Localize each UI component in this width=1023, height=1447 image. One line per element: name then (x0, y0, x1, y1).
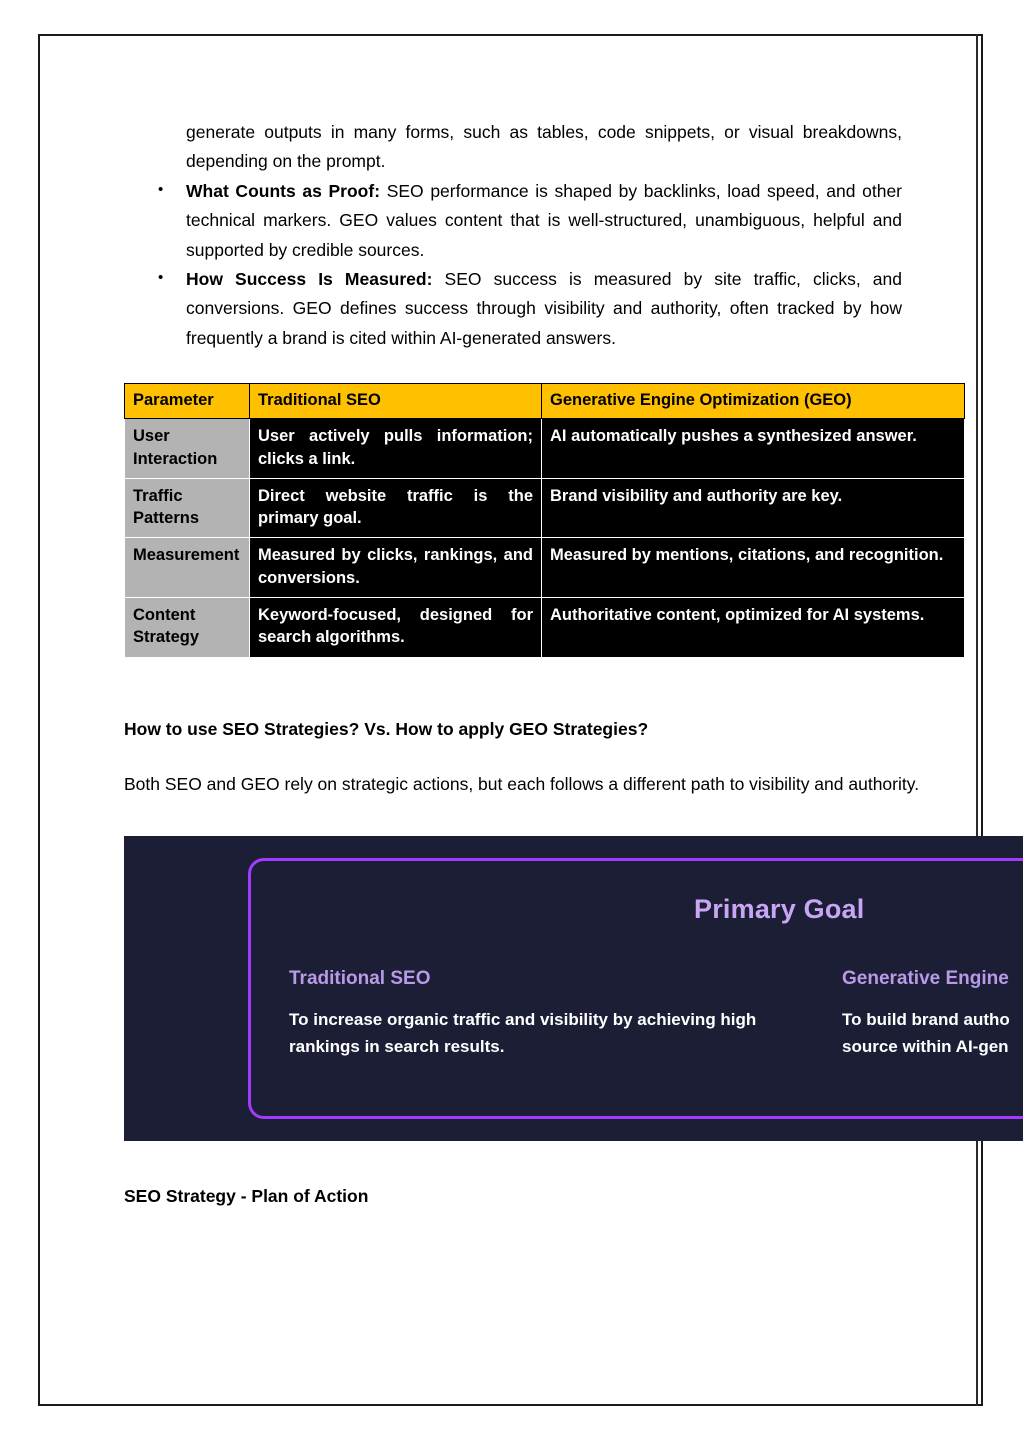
table-cell-geo: Measured by mentions, citations, and recognition. (542, 538, 965, 598)
page-content (124, 118, 1010, 1207)
table-cell-geo: Authoritative content, optimized for AI systems. (542, 597, 965, 657)
table-header-geo: Generative Engine Optimization (GEO) (542, 384, 965, 419)
figure-column-heading: Generative Engine (842, 967, 1009, 989)
table-header-row (125, 384, 965, 419)
bullet-list (124, 177, 964, 353)
table-cell-seo: User actively pulls information; clicks a link. (250, 419, 542, 479)
table-cell-seo: Keyword-focused, designed for search algorithms. (250, 597, 542, 657)
figure-column-body: To increase organic traffic and visibility by achieving high rankings in search results. (289, 1009, 757, 1057)
seo-geo-comparison-table (124, 383, 965, 657)
figure-title: Primary Goal (694, 893, 865, 924)
scan-seam-line (976, 34, 978, 1406)
table-cell-parameter: Measurement (125, 538, 250, 598)
table-row (125, 597, 965, 657)
table-cell-geo: AI automatically pushes a synthesized answer. (542, 419, 965, 479)
bullet-label: How Success Is Measured: (186, 268, 433, 289)
figure-column-body-line1: To build brand autho (842, 1009, 1010, 1029)
bullet-text: SEO success is measured by site traffic, clicks, and conversions. GEO defines success through visibility and authority, often tracked by how frequently a brand is cited within AI-generated answers. (186, 268, 902, 348)
table-cell-parameter: Traffic Patterns (125, 478, 250, 538)
list-item (186, 265, 902, 353)
table-row (125, 478, 965, 538)
intro-paragraph: generate outputs in many forms, such as tables, code snippets, or visual breakdowns, depending on the prompt. (186, 122, 902, 172)
figure-column-body-line2: source within AI-gen (842, 1037, 1009, 1057)
list-item (186, 177, 902, 265)
table-row (125, 538, 965, 598)
table-cell-geo: Brand visibility and authority are key. (542, 478, 965, 538)
figure-column-geo (842, 968, 1023, 1061)
bullet-label: What Counts as Proof: (186, 180, 381, 201)
table-header-seo: Traditional SEO (250, 384, 542, 419)
table-header-parameter: Parameter (125, 384, 250, 419)
table-cell-seo: Direct website traffic is the primary goal. (250, 478, 542, 538)
figure-column-heading: Traditional SEO (289, 967, 431, 989)
section-heading: How to use SEO Strategies? Vs. How to apply GEO Strategies? (124, 718, 649, 739)
section-paragraph: Both SEO and GEO rely on strategic actions, but each follows a different path to visibility and authority. (124, 773, 920, 794)
table-cell-parameter: User Interaction (125, 419, 250, 479)
table-cell-parameter: Content Strategy (125, 597, 250, 657)
primary-goal-figure (124, 836, 1023, 1141)
figure-column-seo (289, 968, 789, 1061)
final-heading: SEO Strategy - Plan of Action (124, 1185, 369, 1206)
bullet-text: SEO performance is shaped by backlinks, load speed, and other technical markers. GEO values content that is well-structured, unambiguous, helpful and supported by credible sources. (186, 180, 902, 260)
table-cell-seo: Measured by clicks, rankings, and conversions. (250, 538, 542, 598)
table-row (125, 419, 965, 479)
